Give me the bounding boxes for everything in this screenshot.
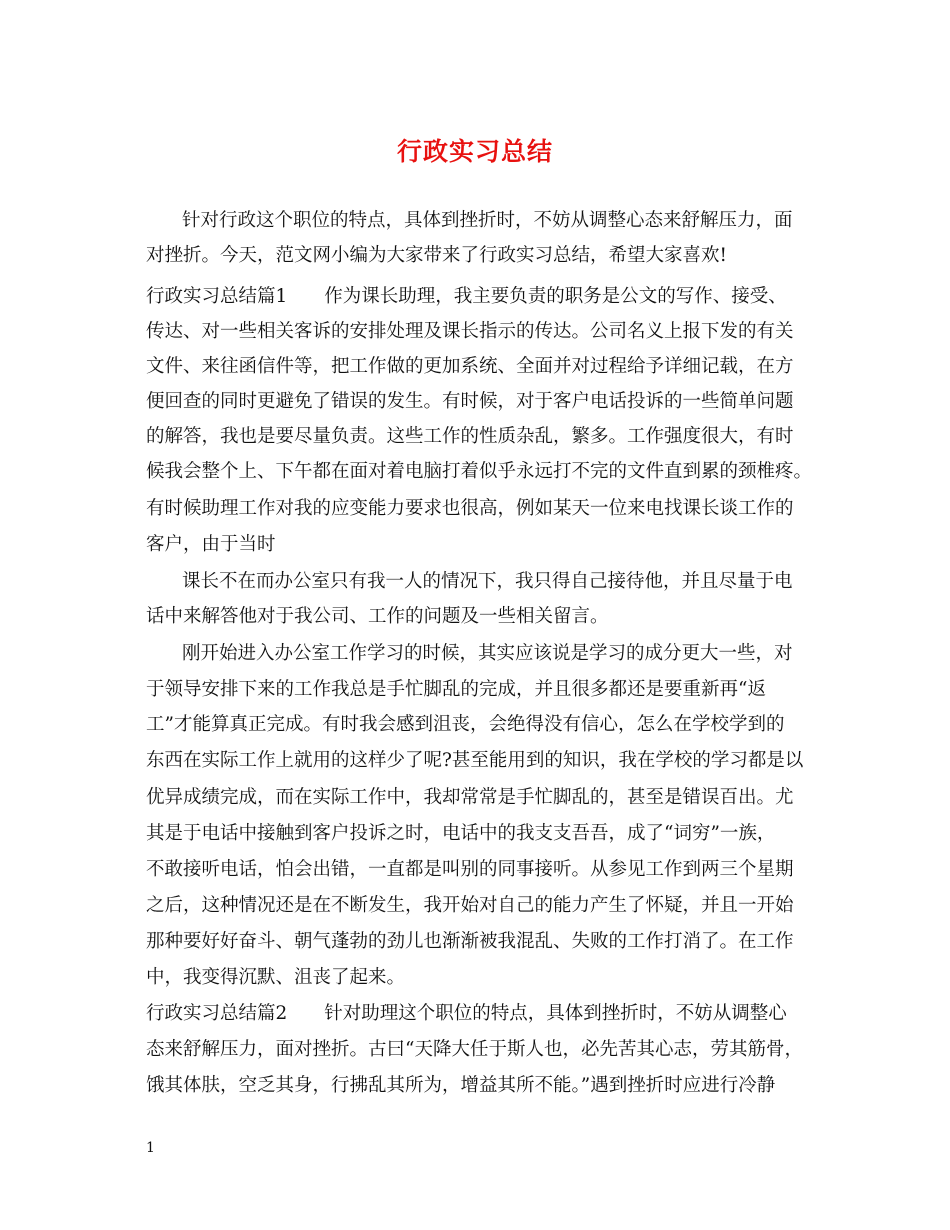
body-line: 优异成绩完成，而在实际工作中，我却常常是手忙脚乱的，甚至是错误百出。尤 [146,787,794,808]
body-line: 不敢接听电话，怕会出错，一直都是叫别的同事接听。从参见工作到两三个星期 [146,859,794,880]
body-line: 文件、来往函信件等，把工作做的更加系统、全面并对过程给予详细记载，在方 [146,356,794,377]
body-line: 的解答，我也是要尽量负责。这些工作的性质杂乱，繁多。工作强度很大，有时 [146,426,794,447]
body-line: 于领导安排下来的工作我总是手忙脚乱的完成，并且很多都还是要重新再“返 [146,679,766,700]
body-line: 行政实习总结篇2 针对助理这个职位的特点，具体到挫折时，不妨从调整心 [146,1003,787,1024]
body-line: 有时候助理工作对我的应变能力要求也很高，例如某天一位来电找课长谈工作的 [146,498,794,519]
body-line: 之后，这种情况还是在不断发生，我开始对自己的能力产生了怀疑，并且一开始 [146,895,794,916]
body-line: 对挫折。今天，范文网小编为大家带来了行政实习总结，希望大家喜欢! [146,245,727,266]
body-line: 针对行政这个职位的特点，具体到挫折时，不妨从调整心态来舒解压力，面 [182,210,793,231]
body-line: 东西在实际工作上就用的这样少了呢?甚至能用到的知识，我在学校的学习都是以 [146,750,804,771]
body-line: 传达、对一些相关客诉的安排处理及课长指示的传达。公司名义上报下发的有关 [146,321,794,342]
body-line: 中，我变得沉默、沮丧了起来。 [146,967,406,988]
body-line: 客户，由于当时 [146,534,276,555]
body-line: 刚开始进入办公室工作学习的时候，其实应该说是学习的成分更大一些，对 [182,643,793,664]
body-line: 课长不在而办公室只有我一人的情况下，我只得自己接待他，并且尽量于电 [182,571,793,592]
body-line: 态来舒解压力，面对挫折。古曰“天降大任于斯人也，必先苦其心志，劳其筋骨， [146,1039,803,1060]
body-line: 候我会整个上、下午都在面对着电脑打着似乎永远打不完的文件直到累的颈椎疼。 [146,461,813,482]
body-line: 话中来解答他对于我公司、工作的问题及一些相关留言。 [146,606,609,627]
body-line: 那种要好好奋斗、朝气蓬勃的劲儿也渐渐被我混乱、失败的工作打消了。在工作 [146,931,794,952]
body-line: 工”才能算真正完成。有时我会感到沮丧，会绝得没有信心，怎么在学校学到的 [146,714,785,735]
document-title: 行政实习总结 [396,137,553,166]
body-line: 其是于电话中接触到客户投诉之时，电话中的我支支吾吾，成了“词穷”一族， [146,823,776,844]
body-line: 便回查的同时更避免了错误的发生。有时候，对于客户电话投诉的一些简单问题 [146,391,794,412]
page-number: 1 [146,1140,155,1156]
body-line: 行政实习总结篇1 作为课长助理，我主要负责的职务是公文的写作、接受、 [146,286,787,307]
body-line: 饿其体肤，空乏其身，行拂乱其所为，增益其所不能。”遇到挫折时应进行冷静 [146,1075,776,1096]
